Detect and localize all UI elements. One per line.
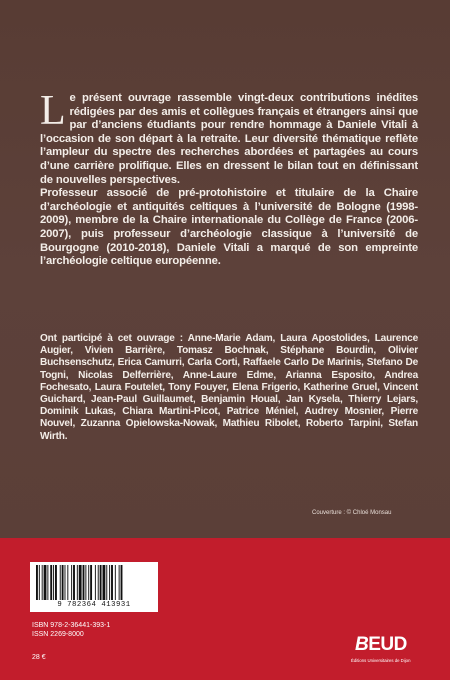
price: 28 € — [32, 654, 46, 661]
publisher-name: Éditions Universitaires de Dijon — [351, 658, 411, 663]
drop-cap: L — [40, 88, 66, 134]
issn-number: ISSN 2269-8000 — [32, 631, 84, 638]
cover-credit: Couverture : © Chloé Monsau — [312, 510, 392, 516]
logo-text: EUD — [368, 634, 407, 655]
summary-paragraph-2: Professeur associé de pré-protohistoire et titulaire de la Chaire d’archéologie et antiquités celtiques à l’université de Bologne (1998-2009), membre de la Chaire internationale du Collège de France (2006-2007), puis professeur d’archéologie classique à l’université de Bourgogne (2010-2018), Daniele Vitali a marqué de son empreinte l’archéologie celtique européenne. — [40, 187, 418, 268]
contributors-list: Ont participé à cet ouvrage : Anne-Marie Adam, Laura Apostolides, Laurence Augier, Vivien Barrière, Tomasz Bochnak, Stéphane Bourdin, Olivier Buchsenschutz, Erica Camurri, Carla Corti, Raffaele Carlo De Marinis, Stefano De Togni, Nicolas Delferrière, Anne-Laure Edme, Arianna Esposito, Andrea Fochesato, Laura Foutelet, Tony Fouyer, Elena Frigerio, Katherine Gruel, Vincent Guichard, Jean-Paul Guillaumet, Benjamin Houal, Jan Kysela, Thierry Lejars, Dominik Lukas, Chiara Martini-Picot, Patrice Méniel, Audrey Mosnier, Pierre Nouvel, Zuzanna Opielowska-Nowak, Mathieu Ribolet, Roberto Tarpini, Stefan Wirth. — [40, 333, 418, 442]
logo-prefix: B — [355, 634, 369, 655]
barcode-digits: 9 782364 413931 — [57, 601, 131, 609]
publisher-logo — [351, 634, 421, 668]
summary-paragraph-1 — [40, 88, 418, 187]
isbn-number: ISBN 978-2-36441-393-1 — [32, 622, 111, 629]
publisher-logo-mark — [355, 634, 407, 656]
barcode-bars — [36, 565, 152, 601]
summary-paragraph-1-text: e présent ouvrage rassemble vingt-deux contributions inédites rédigées par des amis et collègues français et étrangers ainsi que par d’anciens étudiants pour rendre hommage à Daniele Vitali à l’occasion de son départ à la retraite. Leur diversité thématique reflète l’ampleur du spectre des recherches abordées et partagées au cours d’une carrière prolifique. Elles en dressent le bilan tout en définissant de nouvelles perspectives. — [40, 92, 418, 186]
summary-text — [40, 88, 418, 269]
barcode — [30, 562, 158, 612]
